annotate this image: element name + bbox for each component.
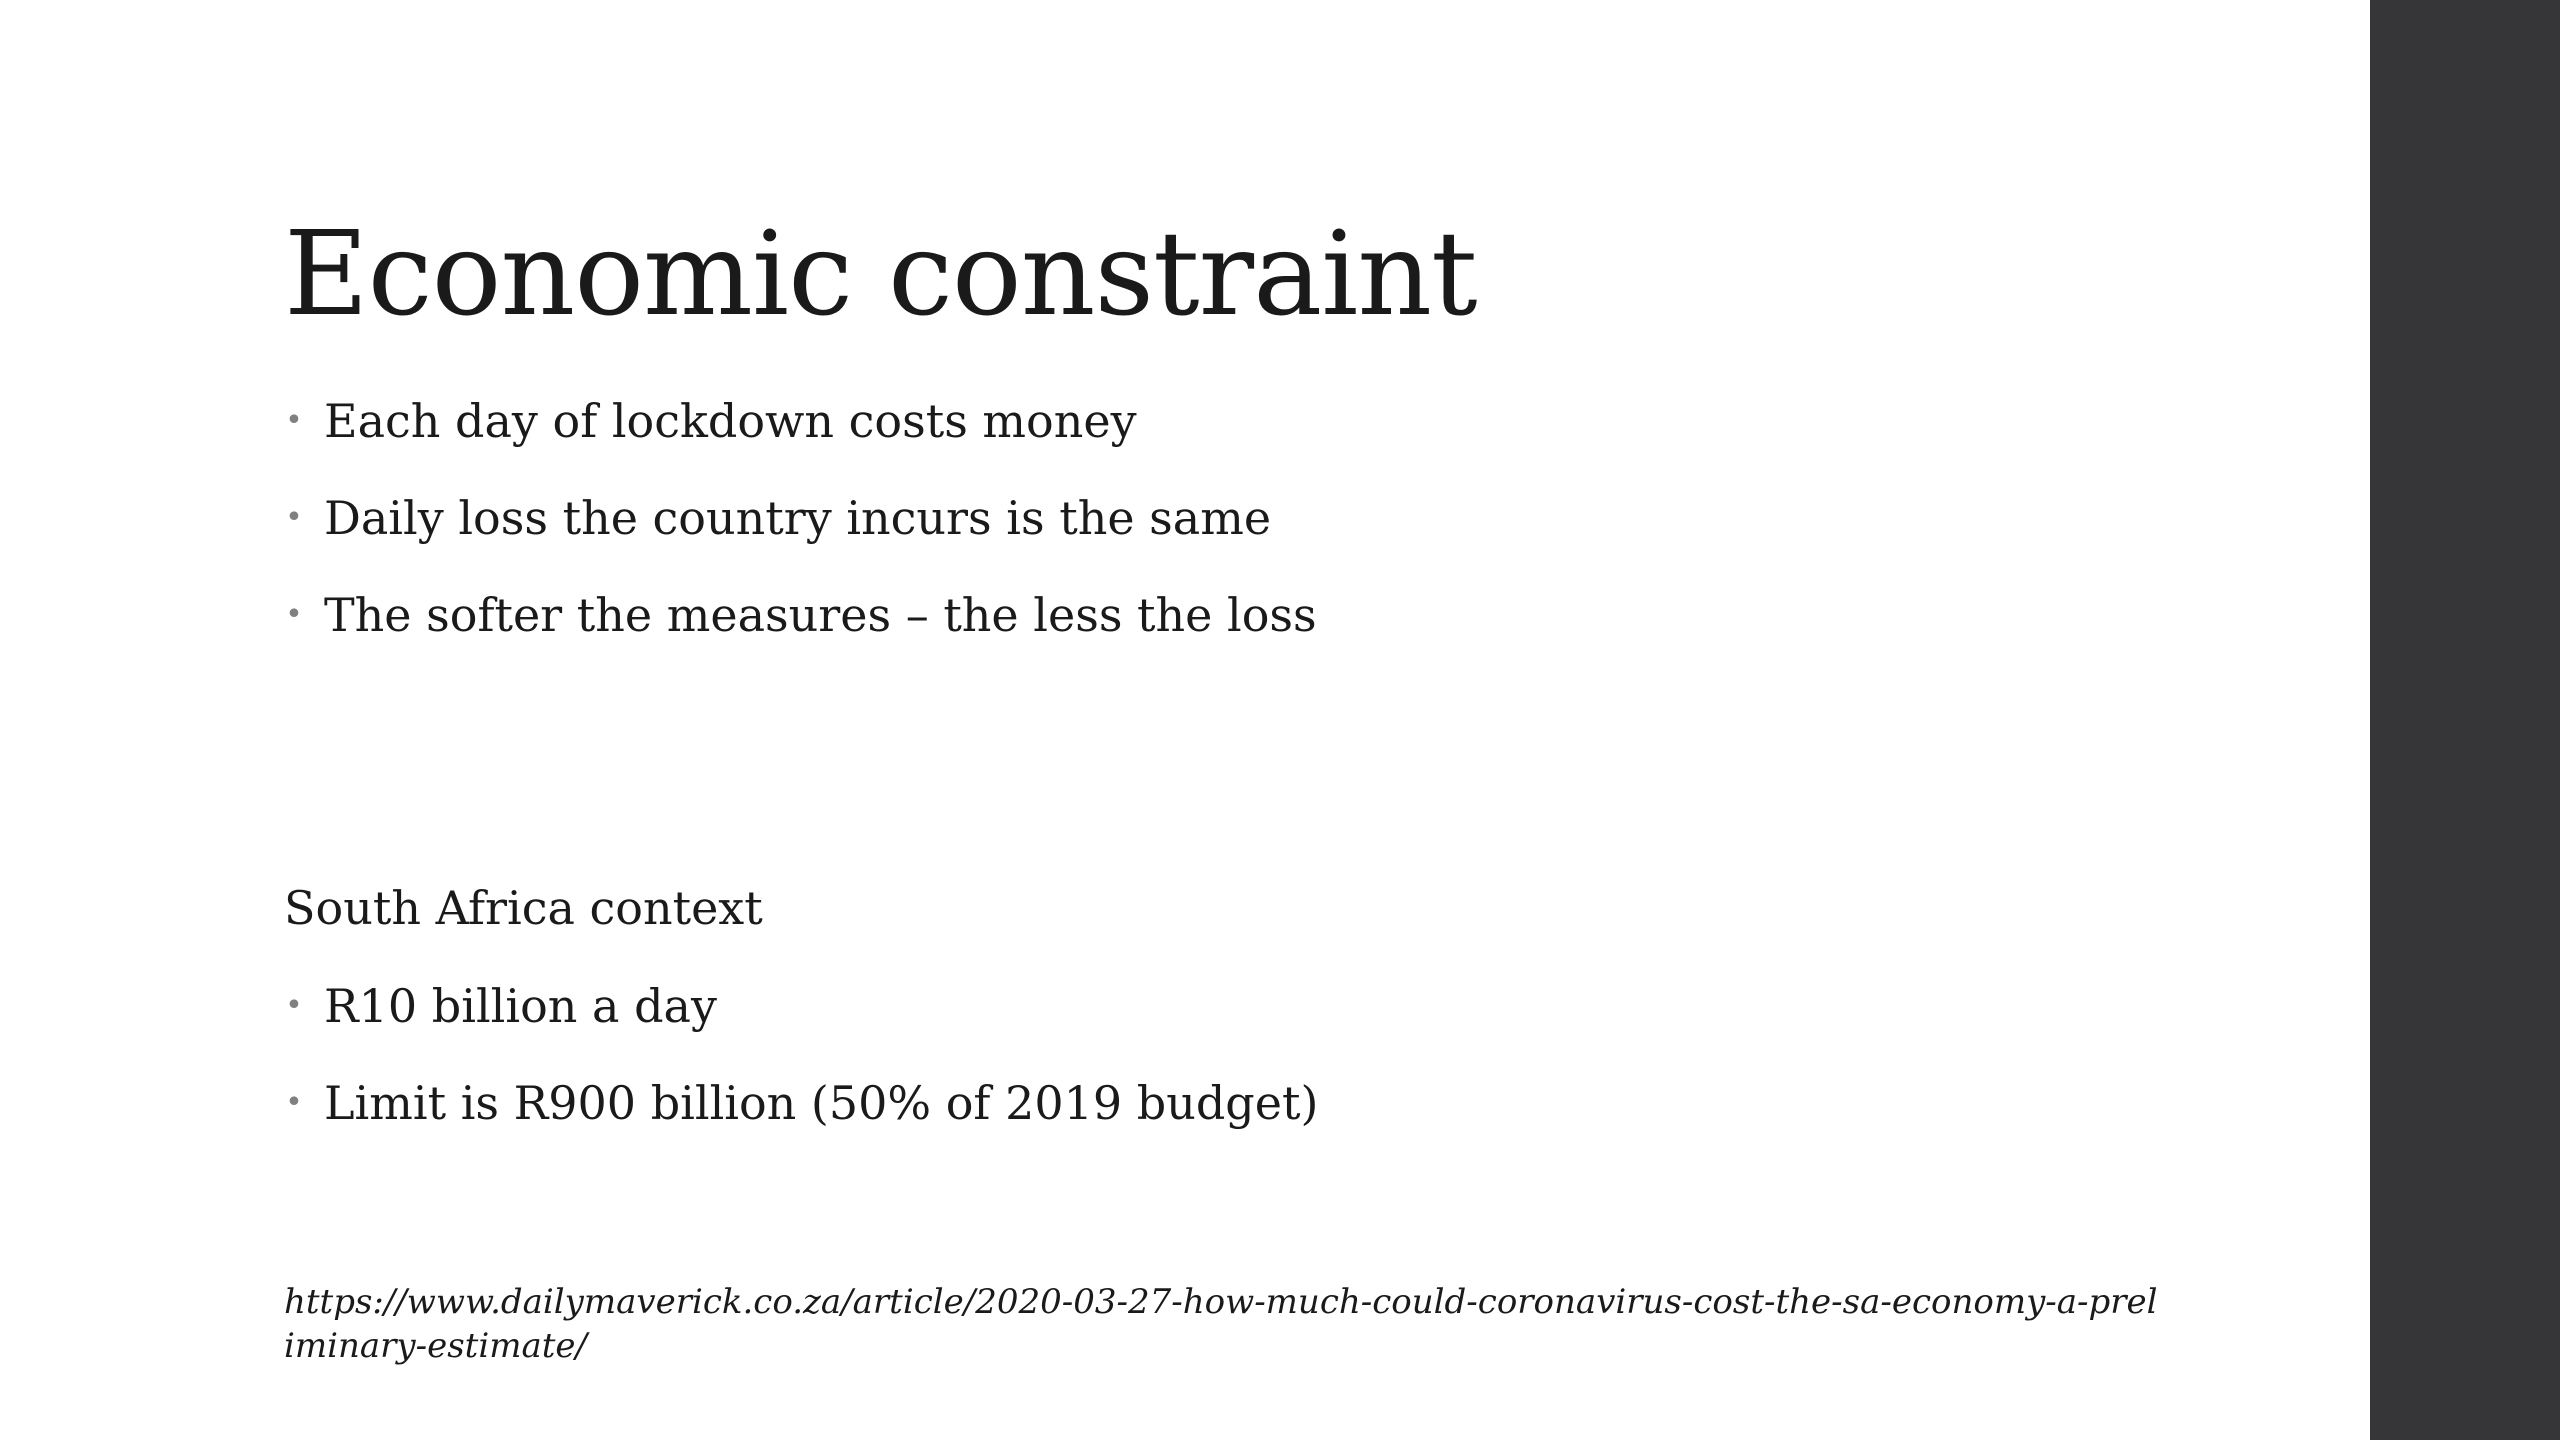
bullet-item xyxy=(284,1072,1318,1134)
bullet-text: Each day of lockdown costs money xyxy=(324,394,1137,448)
bullet-dot-icon: • xyxy=(285,500,303,535)
bullet-item xyxy=(284,487,1317,549)
context-bullet-list xyxy=(284,975,1318,1169)
bullet-dot-icon: • xyxy=(285,403,303,438)
bullet-dot-icon: • xyxy=(285,1085,303,1120)
main-bullet-list xyxy=(284,390,1317,681)
bullet-dot-icon: • xyxy=(285,597,303,632)
bullet-text: R10 billion a day xyxy=(324,979,717,1033)
bullet-dot-icon: • xyxy=(285,988,303,1023)
side-bar xyxy=(2370,0,2560,1440)
source-link[interactable]: https://www.dailymaverick.co.za/article/2020-03-27-how-much-could-coronavirus-cost-the-sa-economy-a-preliminary-estimate/ xyxy=(284,1282,2158,1366)
bullet-item xyxy=(284,975,1318,1037)
bullet-text: The softer the measures – the less the loss xyxy=(324,588,1317,642)
bullet-text: Limit is R900 billion (50% of 2019 budget) xyxy=(324,1076,1319,1130)
bullet-item xyxy=(284,584,1317,646)
slide-title: Economic constraint xyxy=(284,207,1477,342)
context-subheading: South Africa context xyxy=(284,881,763,935)
bullet-text: Daily loss the country incurs is the same xyxy=(324,491,1272,545)
bullet-item xyxy=(284,390,1317,452)
